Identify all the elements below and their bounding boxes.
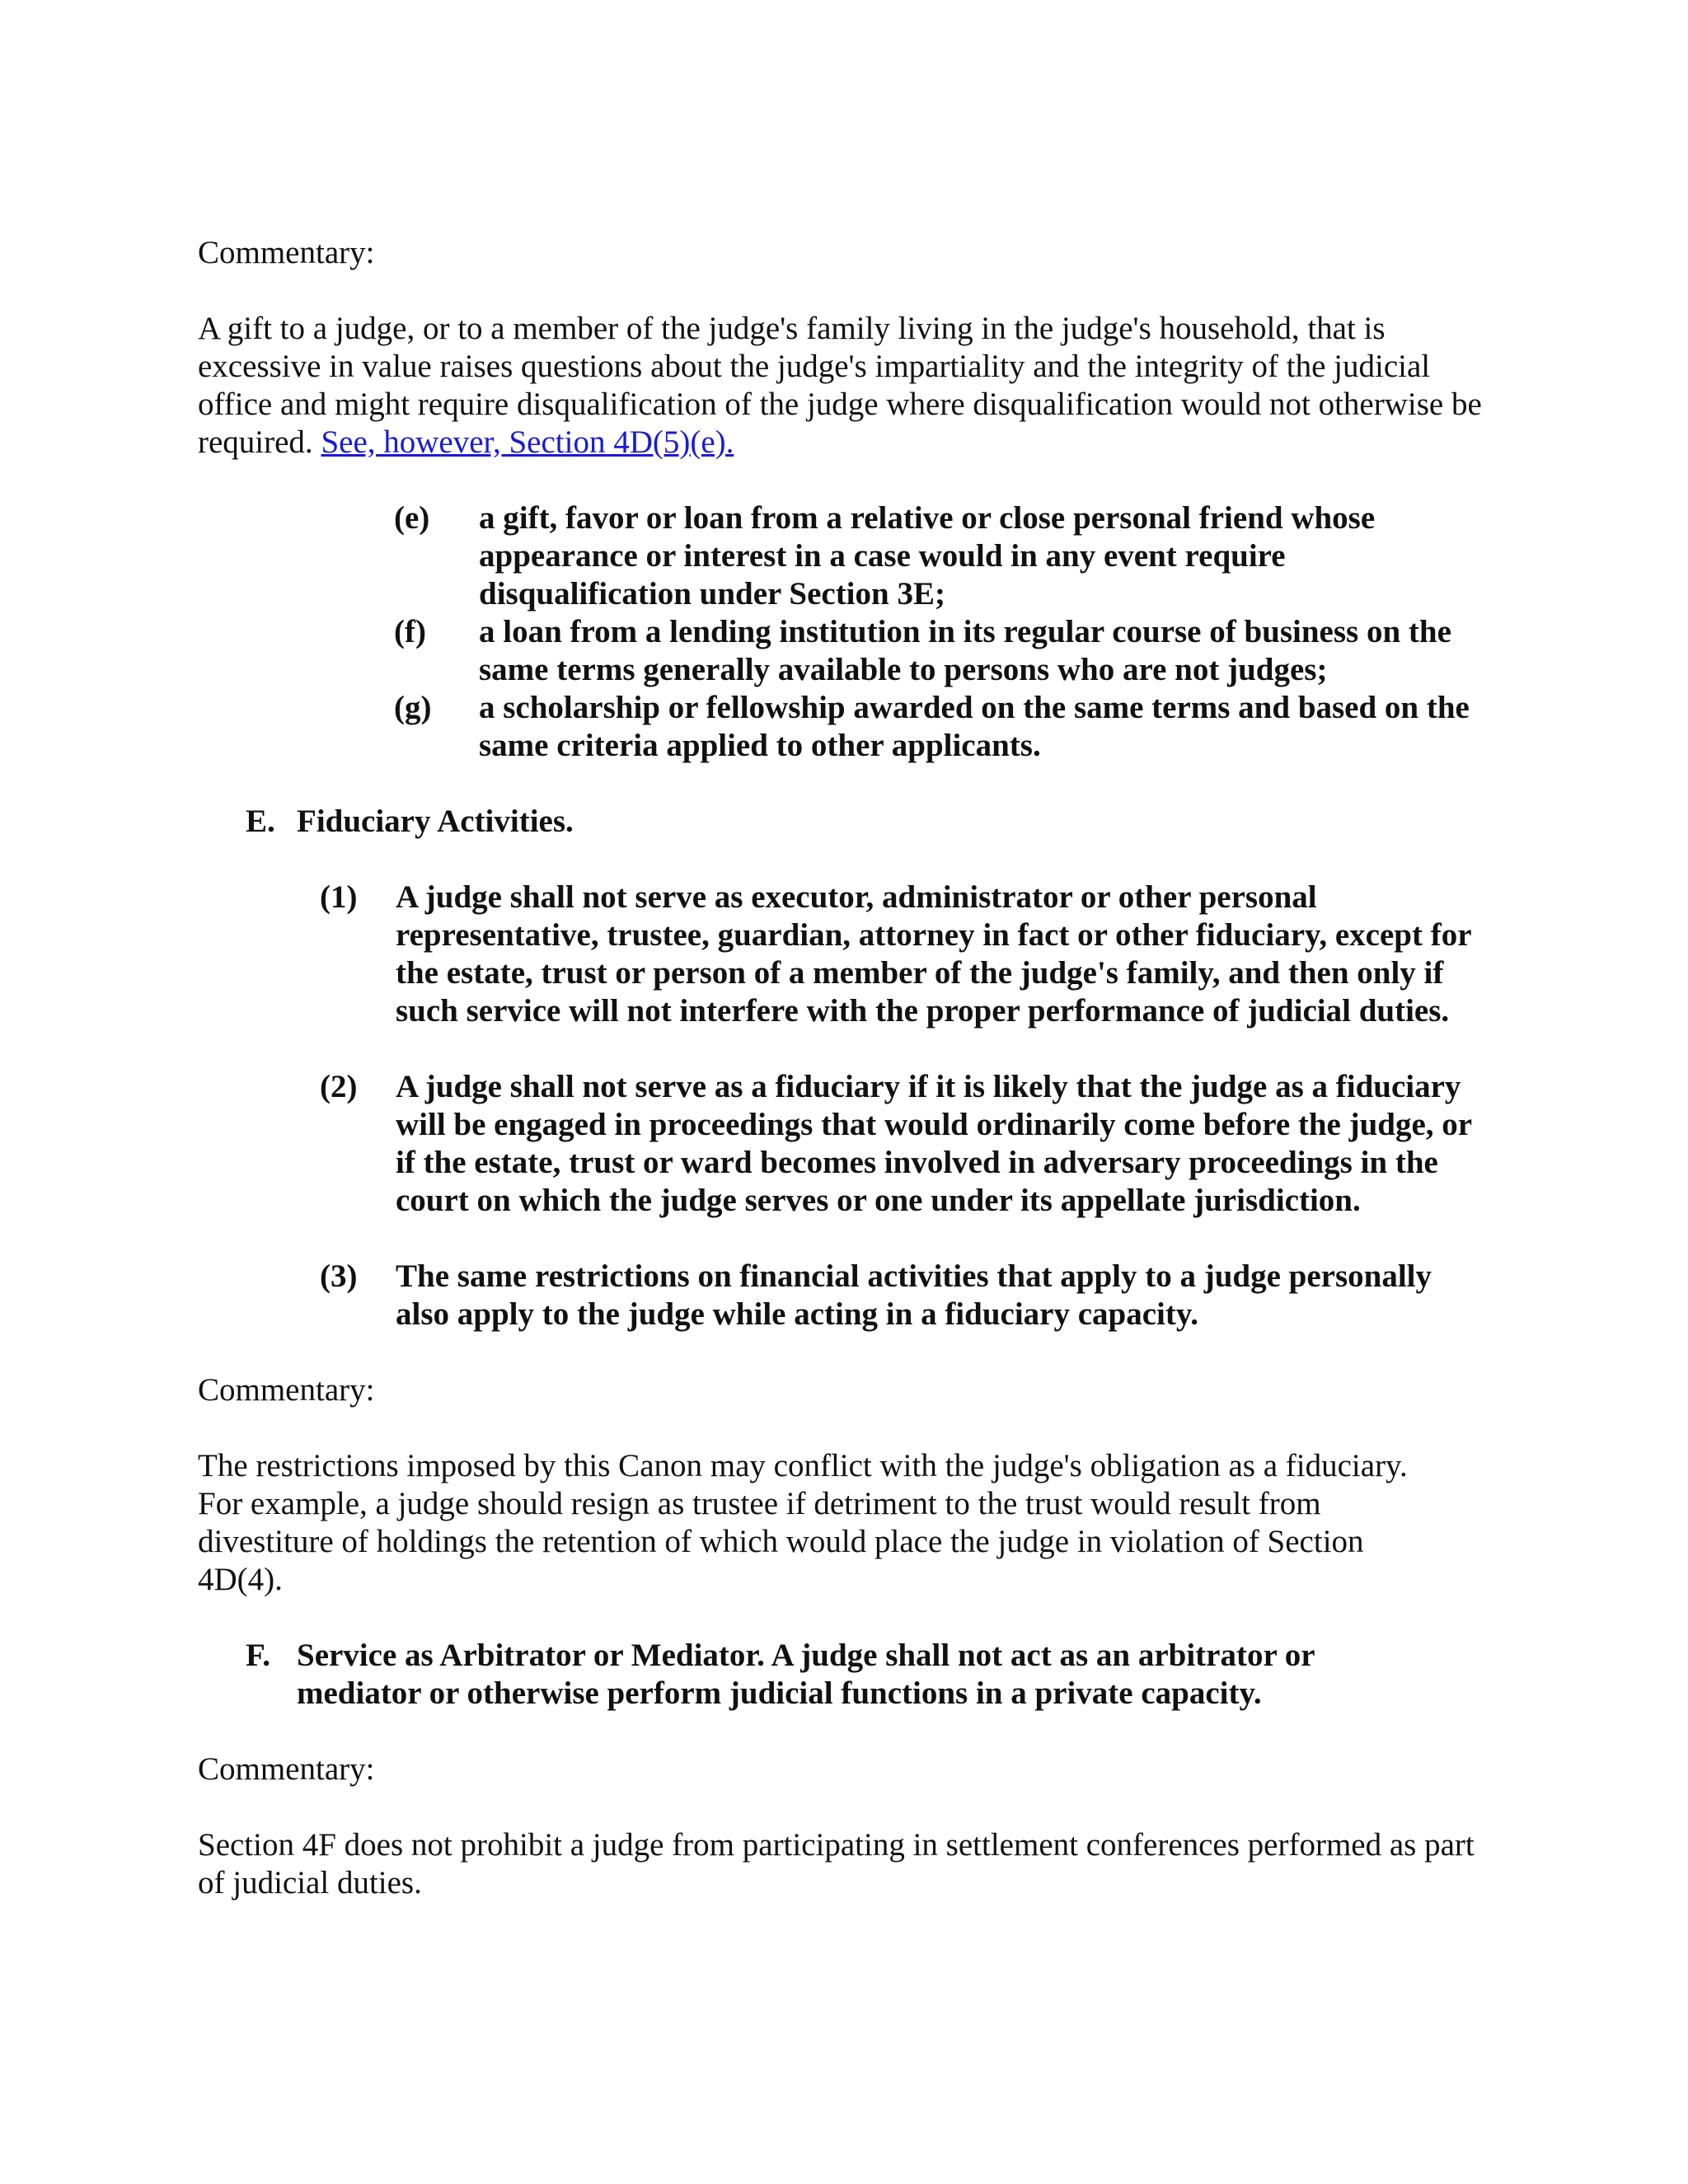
commentary-paragraph: The restrictions imposed by this Canon may conflict with the judge's obligation as a fiduciary. For example, a judge should resign as trustee if detriment to the trust would result from divestiture of holdings the retention of which would place the judge in violation of Section 4D(4).	[198, 1448, 1408, 1597]
section-4d5e-link[interactable]: See, however, Section 4D(5)(e).	[321, 424, 734, 460]
fiduciary-item-3	[320, 1258, 1507, 1335]
list-item-text: a loan from a lending institution in its regular course of business on the same terms generally available to persons who are not judges;	[479, 614, 1451, 687]
commentary-text: A gift to a judge, or to a member of the judge's family living in the judge's household, that is excessive in value raises questions about the judge's impartiality and the integrity of the judicial office and might require disqualification of the judge where disqualification would not otherwise be required.	[198, 311, 1482, 460]
list-item-text: A judge shall not serve as a fiduciary if it is likely that the judge as a fiduciary will be engaged in proceedings that would ordinarily come before the judge, or if the estate, trust or ward becomes involved in adversary proceedings in the court on which the judge serves or one under its appellate jurisdiction.	[396, 1069, 1472, 1218]
list-item-text: a scholarship or fellowship awarded on the same terms and based on the same criteria applied to other applicants.	[479, 690, 1470, 763]
commentary-paragraph: Section 4F does not prohibit a judge from participating in settlement conferences performed as part of judicial duties.	[198, 1827, 1475, 1900]
list-item-text: a gift, favor or loan from a relative or close personal friend whose appearance or interest in a case would in any event require disqualification under Section 3E;	[479, 500, 1376, 612]
list-item-f	[394, 613, 1498, 691]
commentary-heading: Commentary:	[198, 1751, 375, 1787]
section-f	[246, 1637, 1432, 1714]
commentary-paragraph	[198, 310, 1484, 462]
list-marker: (g)	[394, 690, 432, 725]
section-e-heading	[246, 803, 987, 841]
list-item-text: A judge shall not serve as executor, administrator or other personal representative, trustee, guardian, attorney in fact or other fiduciary, except for the estate, trust or person of a member of the judge's family, and then only if such service will not interfere with the proper performance of judicial duties.	[396, 879, 1471, 1029]
list-marker: (f)	[394, 614, 426, 649]
list-item-g	[394, 689, 1498, 766]
fiduciary-item-1	[320, 879, 1507, 1070]
list-marker: (2)	[320, 1069, 358, 1104]
list-item-text: The same restrictions on financial activities that apply to a judge personally also apply to the judge while acting in a fiduciary capacity.	[396, 1258, 1432, 1332]
commentary-heading: Commentary:	[198, 235, 375, 270]
list-item-e	[394, 499, 1498, 615]
list-marker: (3)	[320, 1258, 358, 1294]
commentary-heading: Commentary:	[198, 1372, 375, 1408]
section-f-text: Service as Arbitrator or Mediator. A judge shall not act as an arbitrator or mediator or otherwise perform judicial functions in a private capacity.	[297, 1638, 1315, 1711]
fiduciary-item-2	[320, 1068, 1507, 1259]
section-letter: F.	[246, 1638, 270, 1673]
section-title: Fiduciary Activities.	[297, 804, 574, 839]
list-marker: (e)	[394, 500, 430, 536]
list-marker: (1)	[320, 879, 358, 915]
section-letter: E.	[246, 804, 275, 839]
